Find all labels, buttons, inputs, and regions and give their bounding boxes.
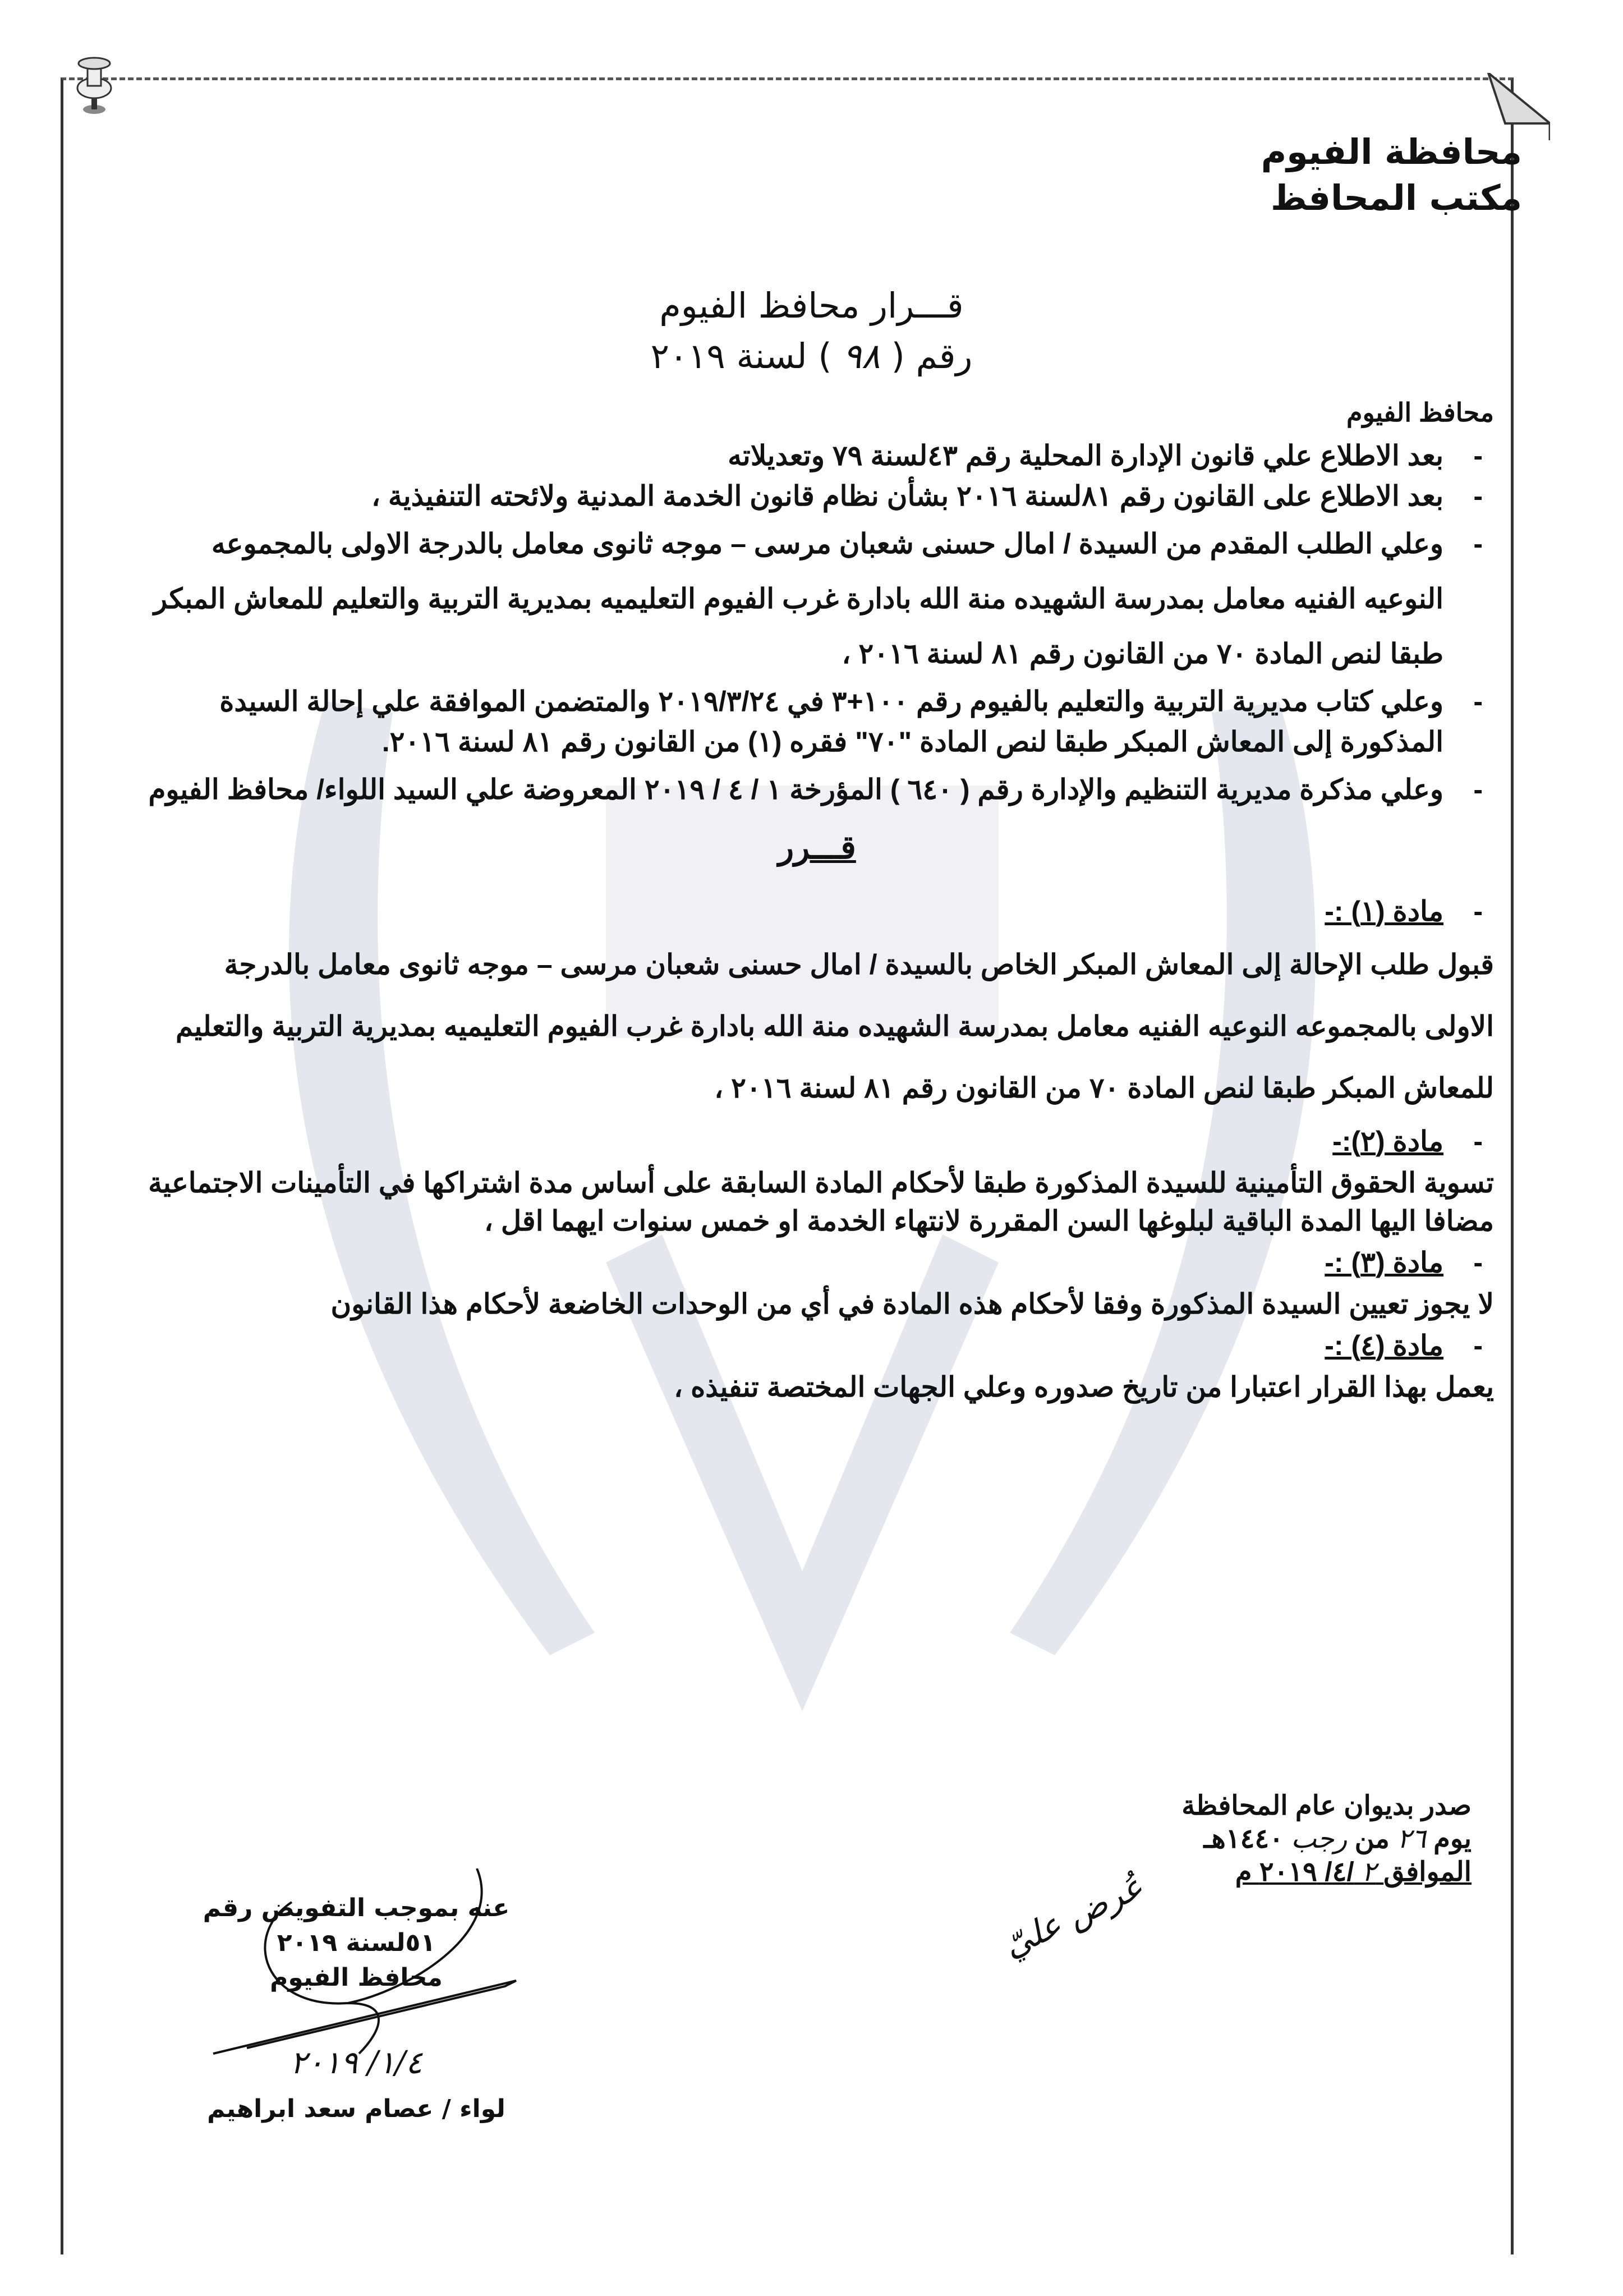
letterhead-governorate: محافظة الفيوم xyxy=(1261,131,1522,172)
handwritten-initials: عُرض عليّ xyxy=(997,1867,1150,1966)
decree-number-prefix: رقم ( xyxy=(891,336,973,376)
issuer-label: محافظ الفيوم xyxy=(1346,398,1494,427)
article-text: لا يجوز تعيين السيدة المذكورة وفقا لأحكام هذه المادة في أي من الوحدات الخاضعة لأحكام هذا القانون xyxy=(330,1288,1494,1320)
signatory-title: محافظ الفيوم xyxy=(270,1963,443,1992)
decree-heading: قـــرار محافظ الفيوم xyxy=(659,285,964,326)
preamble-item: - وعلي الطلب المقدم من السيدة / امال حسنى شعبان مرسى – موجه ثانوى معامل بالدرجة الاولى بالمجموعه النوعيه الفنيه معامل بمدرسة الشهيده منة الله بادارة غرب الفيوم التعليميه بمديرية التربية والتعليم للمعاش المبكر طبقا لنص المادة ٧٠ من القانون رقم ٨١ لسنة ٢٠١٦ ، xyxy=(140,516,1494,681)
pushpin-icon xyxy=(66,53,122,115)
article-heading: - مادة (٣) :- xyxy=(140,1240,1494,1285)
hijri-day: ٢٦ xyxy=(1397,1823,1426,1854)
article-heading: - مادة (٢):- xyxy=(140,1119,1494,1164)
preamble-item: - بعد الاطلاع علي قانون الإدارة المحلية رقم ٤٣لسنة ٧٩ وتعديلاته xyxy=(140,435,1494,476)
gregorian-day: ٢ xyxy=(1362,1856,1376,1888)
issuance-block xyxy=(1181,1790,1472,1889)
decree-number: ٩٨ xyxy=(843,336,880,376)
signatory-name: لواء / عصام سعد ابراهيم xyxy=(207,2095,505,2123)
hijri-date: يوم ٢٦ من رجب ١٤٤٠هـ xyxy=(1203,1823,1472,1854)
decided-heading: قـــرر xyxy=(778,829,856,866)
signature-date: ١/٤/ ٢٠١٩ xyxy=(289,2045,422,2081)
article-text: تسوية الحقوق التأمينية للسيدة المذكورة طبقا لأحكام المادة السابقة على أساس مدة اشتراكها في التأمينات الاجتماعية مضافا اليها المدة الباقية لبلوغها السن المقررة لانتهاء الخدمة او خمس سنوات ايهما اقل ، xyxy=(148,1167,1494,1237)
issued-at: صدر بديوان عام المحافظة xyxy=(1181,1791,1472,1821)
decree-number-line xyxy=(0,331,1623,382)
article-text: يعمل بهذا القرار اعتبارا من تاريخ صدوره وعلي الجهات المختصة تنفيذه ، xyxy=(674,1371,1494,1403)
article-heading: - مادة (٤) :- xyxy=(140,1323,1494,1368)
preamble-item: - وعلي مذكرة مديرية التنظيم والإدارة رقم ( ٦٤٠ ) المؤرخة ١ / ٤ / ٢٠١٩ المعروضة علي السيد اللواء/ محافظ الفيوم xyxy=(140,762,1494,817)
gregorian-date: الموافق ٢ /٤/ ٢٠١٩ م xyxy=(1235,1856,1472,1888)
hijri-month: رجب xyxy=(1291,1823,1348,1854)
decree-number-suffix: ) لسنة ٢٠١٩ xyxy=(650,336,832,376)
letterhead-office: مكتب المحافظ xyxy=(1270,177,1522,218)
letterhead xyxy=(1261,129,1522,221)
article-heading: - مادة (١) :- xyxy=(140,889,1494,934)
decree-body xyxy=(140,393,1494,1406)
article-text: قبول طلب الإحالة إلى المعاش المبكر الخاص بالسيدة / امال حسنى شعبان مرسى – موجه ثانوى معامل بالدرجة الاولى بالمجموعه النوعيه الفنيه معامل بمدرسة الشهيده منة الله بادارة غرب الفيوم التعليميه بمديرية التربية والتعليم للمعاش المبكر طبقا لنص المادة ٧٠ من القانون رقم ٨١ لسنة ٢٠١٦ ، xyxy=(176,949,1494,1104)
decree-title xyxy=(0,281,1623,382)
delegation-text: عنه بموجب التفويض رقم ٥١لسنة ٢٠١٩ xyxy=(203,1894,510,1957)
preamble-item: - بعد الاطلاع على القانون رقم ٨١لسنة ٢٠١٦ بشأن نظام قانون الخدمة المدنية ولائحته التنفيذية ، xyxy=(140,476,1494,516)
signatory-block xyxy=(163,1891,550,2127)
preamble-item: - وعلي كتاب مديرية التربية والتعليم بالفيوم رقم ١٠٠+٣ في ٢٠١٩/٣/٢٤ والمتضمن الموافقة علي إحالة السيدة المذكورة إلى المعاش المبكر طبقا لنص المادة "٧٠" فقره (١) من القانون رقم ٨١ لسنة ٢٠١٦. xyxy=(140,681,1494,762)
